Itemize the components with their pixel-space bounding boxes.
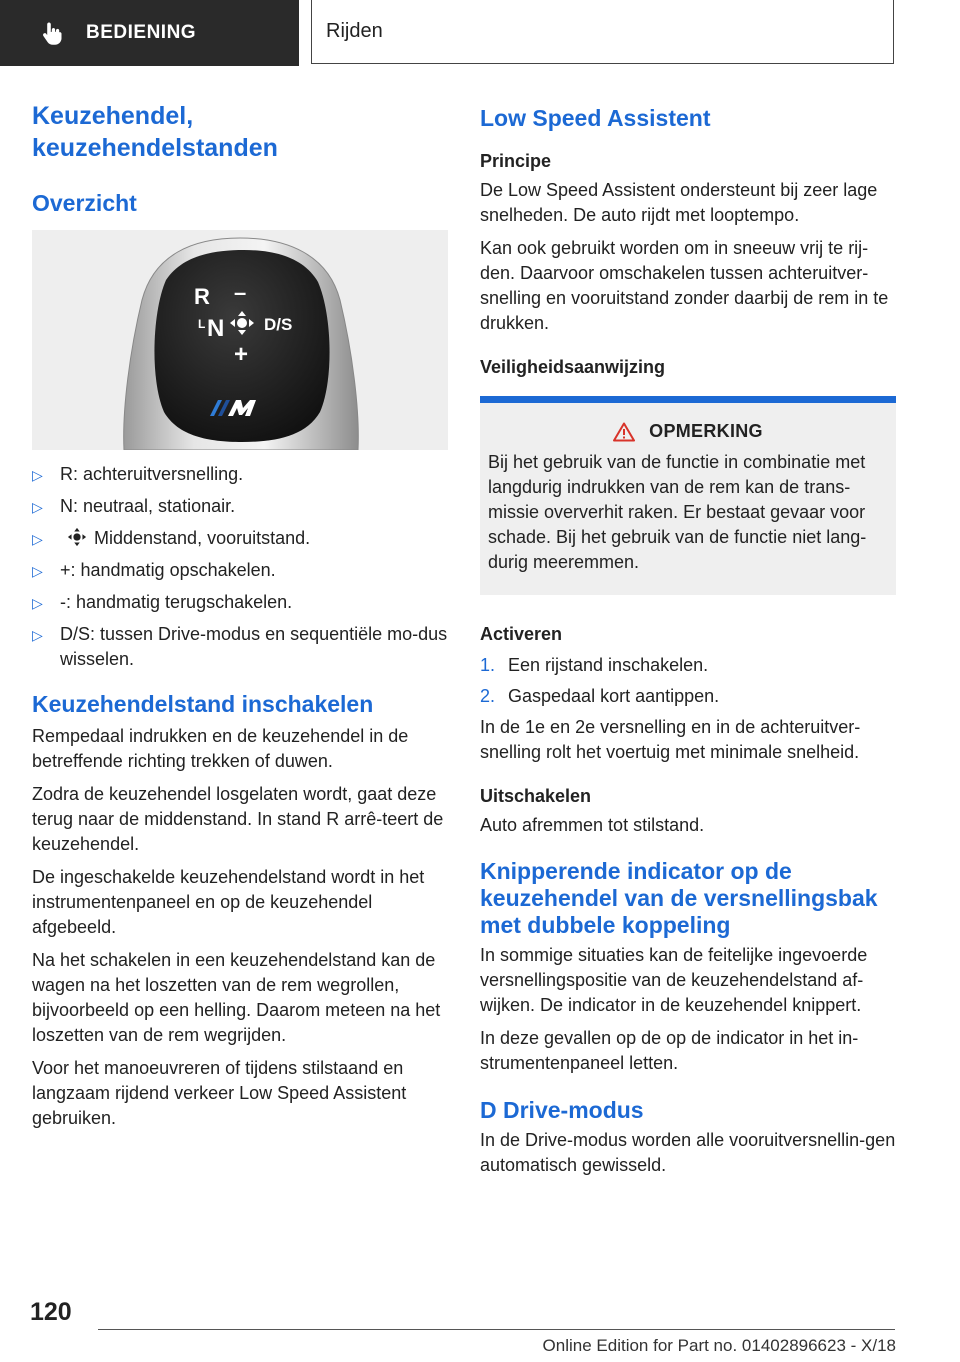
safety-heading: Veiligheidsaanwijzing <box>480 357 666 377</box>
gear-position-list <box>32 462 448 672</box>
footer-divider <box>98 1329 895 1330</box>
chapter-label: Rijden <box>326 20 383 42</box>
list-item: ▷ Middenstand, vooruitstand. <box>32 526 448 551</box>
paragraph: De ingeschakelde keuzehendelstand wordt in het instrumentenpaneel en op de keuzehendel afgebeeld. <box>32 867 425 937</box>
paragraph: In de 1e en 2e versnelling en in de achteruitver-snelling rolt het voertuig met minimale snelheid. <box>480 717 861 762</box>
triangle-bullet-icon: ▷ <box>32 563 43 579</box>
triangle-bullet-icon: ▷ <box>32 627 43 643</box>
knob-label-plus: + <box>234 341 249 368</box>
triangle-bullet-icon: ▷ <box>32 531 43 547</box>
chapter-tab[interactable] <box>311 0 894 64</box>
gear-knob-illustration <box>32 230 448 450</box>
notice-text: Bij het gebruik van de functie in combinatie met langdurig indrukken van de rem kan de trans-missie oververhit raken. Er bestaat gevaar voor schade. Bij het gebruik van de functie niet lang-durig meeremmen. <box>488 452 867 572</box>
activate-heading: Activeren <box>480 624 563 644</box>
drive-heading: D Drive-modus <box>480 1097 644 1123</box>
gear-selector-image <box>32 230 448 450</box>
list-item: 2. Gaspedaal kort aantippen. <box>480 686 720 706</box>
principle-heading: Principe <box>480 151 552 171</box>
paragraph: Zodra de keuzehendel losgelaten wordt, gaat deze terug naar de middenstand. In stand R arrê-teert de keuzehendel. <box>32 784 444 854</box>
paragraph: Auto afremmen tot stilstand. <box>480 815 705 835</box>
list-item: ▷ N: neutraal, stationair. <box>32 494 448 519</box>
paragraph: Voor het manoeuvreren of tijdens stilstaand en langzaam rijdend verkeer Low Speed Assistent gebruiken. <box>32 1058 407 1128</box>
paragraph: Rempedaal indrukken en de keuzehendel in de betreffende richting trekken of duwen. <box>32 726 409 771</box>
page-title: Keuzehendel, keuzehendelstanden <box>32 102 278 162</box>
paragraph: Na het schakelen in een keuzehendelstand kan de wagen na het loszetten van de rem wegrollen, bijvoorbeeld op een helling. Daarom meteen na het loszetten van de rem wegrijden. <box>32 950 441 1045</box>
center-position-icon <box>66 527 88 547</box>
paragraph: In sommige situaties kan de feitelijke ingevoerde versnellingspositie van de keuzehendelstand af-wijken. De indicator in de keuzehendel knippert. <box>480 945 868 1015</box>
paragraph: Kan ook gebruikt worden om in sneeuw vrij te rij-den. Daarvoor omschakelen tussen achteruitver-snelling en vooruitstand zonder daarbij de rem in te drukken. <box>480 238 889 333</box>
list-item: ▷ +: handmatig opschakelen. <box>32 558 448 583</box>
paragraph: In deze gevallen op de op de indicator in het in-strumentenpaneel letten. <box>480 1028 859 1073</box>
page-header <box>0 0 960 66</box>
triangle-bullet-icon: ▷ <box>32 595 43 611</box>
section-label: BEDIENING <box>86 22 197 43</box>
triangle-bullet-icon: ▷ <box>32 467 43 483</box>
notice-title: OPMERKING <box>649 421 763 441</box>
section-tab[interactable] <box>0 0 299 66</box>
right-column <box>480 100 896 1178</box>
page-number: 120 <box>30 1298 72 1326</box>
deactivate-heading: Uitschakelen <box>480 786 592 806</box>
knob-label-l: L <box>198 317 206 331</box>
knob-label-n: N <box>207 315 225 342</box>
engage-heading: Keuzehendelstand inschakelen <box>32 691 374 717</box>
list-item: 1. Een rijstand inschakelen. <box>480 655 709 675</box>
list-item: ▷ -: handmatig terugschakelen. <box>32 590 448 615</box>
warning-triangle-icon <box>613 422 635 442</box>
knob-label-r: R <box>194 284 210 309</box>
list-item: ▷ R: achteruitversnelling. <box>32 462 448 487</box>
edition-note: Online Edition for Part no. 01402896623 - X/18 <box>542 1336 896 1355</box>
activate-steps <box>480 653 896 709</box>
knob-label-ds: D/S <box>264 315 293 334</box>
blink-heading: Knipperende indicator op de keuzehendel van de versnellingsbak met dubbele koppeling <box>480 858 878 938</box>
paragraph: In de Drive-modus worden alle vooruitversnellin-gen automatisch gewisseld. <box>480 1130 896 1175</box>
knob-label-minus: – <box>234 280 247 305</box>
lsa-heading: Low Speed Assistent <box>480 105 711 131</box>
list-item: ▷ D/S: tussen Drive-modus en sequentiële mo-dus wisselen. <box>32 624 448 669</box>
overview-heading: Overzicht <box>32 190 137 216</box>
notice-header <box>488 421 888 442</box>
hand-pointer-icon <box>40 20 66 46</box>
warning-notice <box>480 396 896 595</box>
paragraph: De Low Speed Assistent ondersteunt bij zeer lage snelheden. De auto rijdt met looptempo. <box>480 180 878 225</box>
left-column <box>32 100 448 1131</box>
triangle-bullet-icon: ▷ <box>32 499 43 515</box>
